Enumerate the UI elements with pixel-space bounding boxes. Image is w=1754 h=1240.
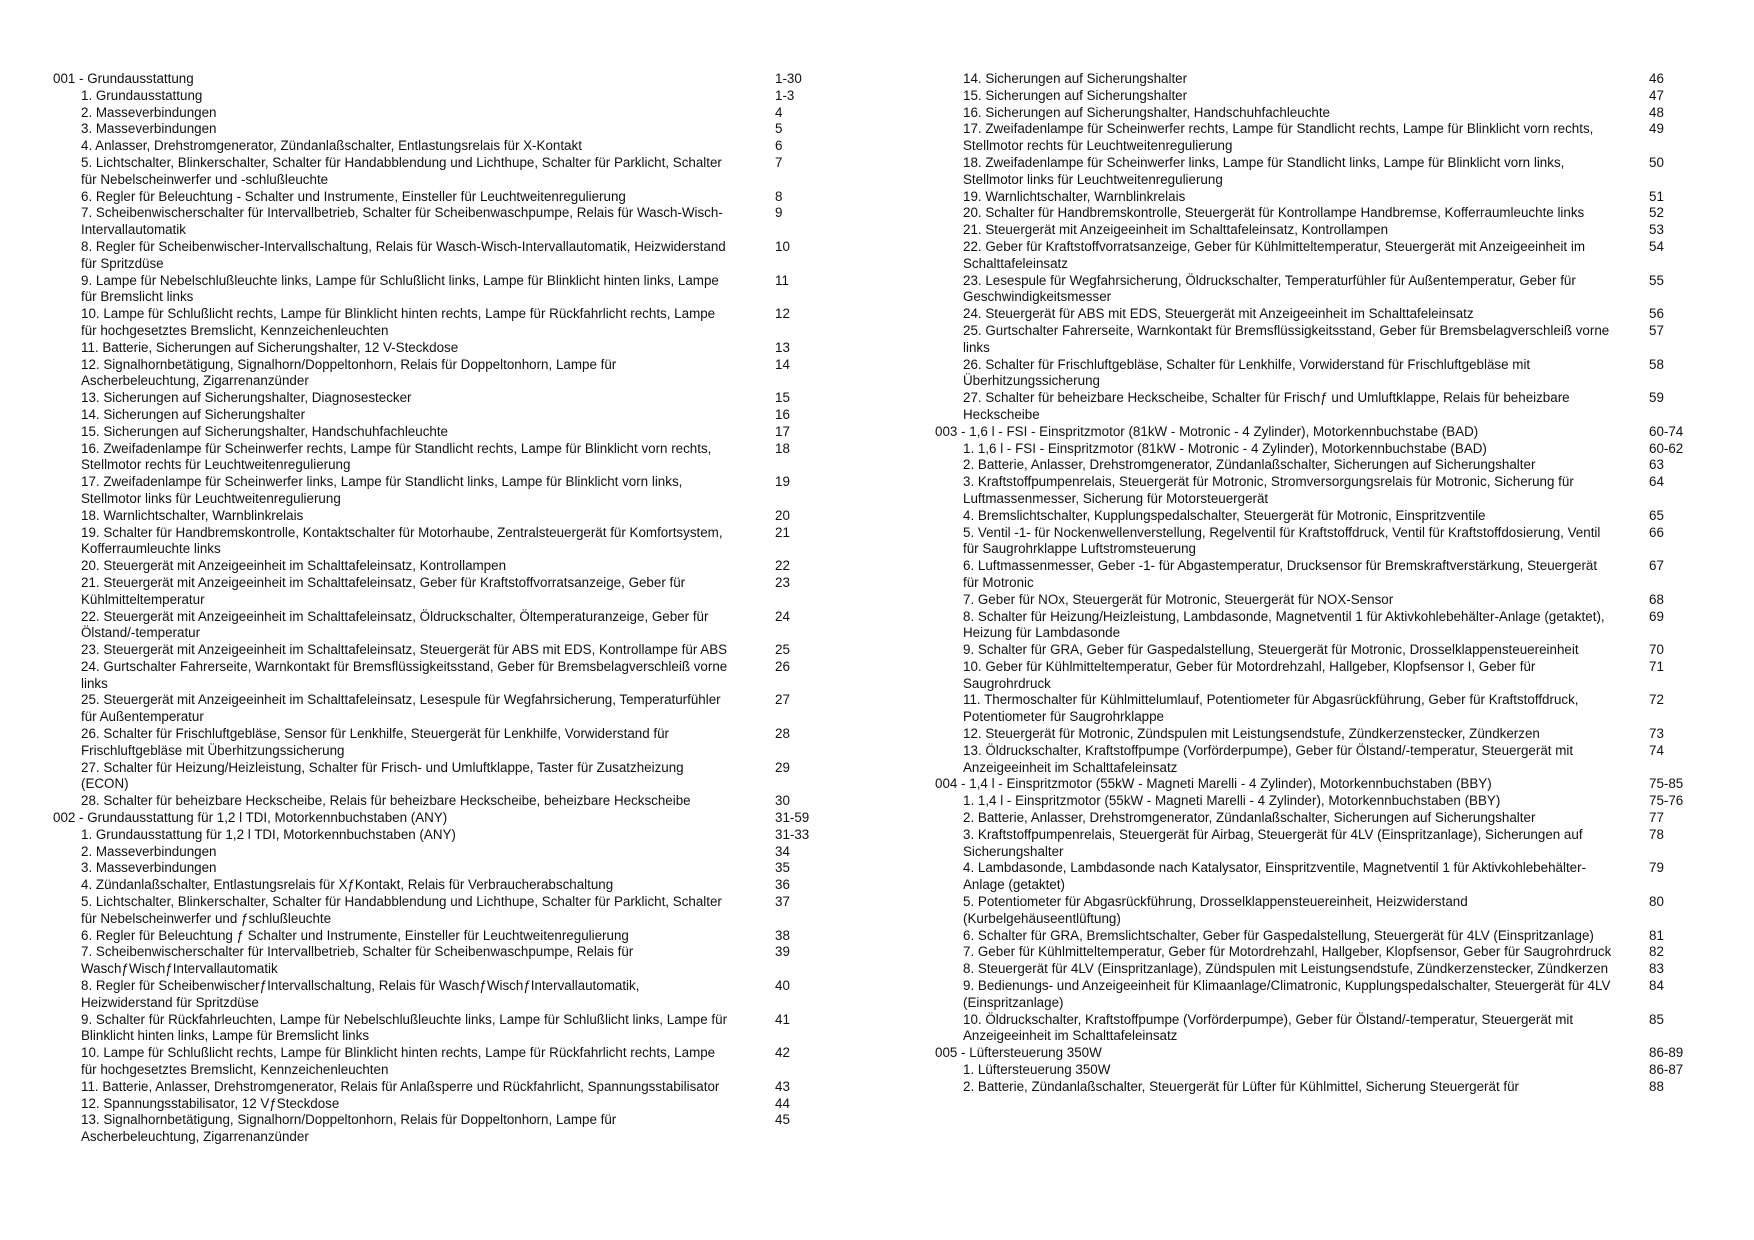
- toc-entry-pages: 45: [775, 1112, 790, 1128]
- toc-entry-title: 21. Steuergerät mit Anzeigeeinheit im Schalttafeleinsatz, Kontrollampen: [963, 222, 1389, 238]
- toc-entry-title: 22. Steuergerät mit Anzeigeeinheit im Schalttafeleinsatz, Öldruckschalter, Öltemperaturanzeige, Geber für Ölstand/-temperatur: [81, 608, 709, 641]
- toc-entry: [53, 1096, 833, 1113]
- toc-entry: [935, 357, 1700, 391]
- toc-entry: [935, 71, 1700, 88]
- toc-entry-pages: 9: [775, 205, 783, 221]
- toc-entry-title: 14. Sicherungen auf Sicherungshalter: [81, 406, 306, 422]
- toc-entry: [53, 474, 833, 508]
- toc-entry: [53, 306, 833, 340]
- toc-entry: [53, 441, 833, 475]
- toc-entry-pages: 54: [1649, 238, 1664, 254]
- toc-entry: [935, 441, 1700, 458]
- toc-entry-title: 7. Scheibenwischerschalter für Intervallbetrieb, Schalter für Scheibenwaschpumpe, Relais für WaschƒWischƒIntervallautomatik: [81, 944, 634, 977]
- toc-entry: [935, 860, 1700, 894]
- toc-entry-pages: 31-59: [775, 810, 810, 826]
- toc-entry-pages: 38: [775, 927, 790, 943]
- toc-entry-pages: 57: [1649, 322, 1664, 338]
- toc-entry: [935, 323, 1700, 357]
- toc-entry: [53, 205, 833, 239]
- toc-entry: [935, 222, 1700, 239]
- toc-entry: [935, 978, 1700, 1012]
- toc-entry-pages: 82: [1649, 944, 1664, 960]
- toc-entry-title: 5. Lichtschalter, Blinkerschalter, Schalter für Handabblendung und Lichthupe, Schalter für Parklicht, Schalter für Nebelscheinwerfer und -schlußleuchte: [81, 154, 722, 187]
- toc-entry: [935, 944, 1700, 961]
- toc-entry: [935, 205, 1700, 222]
- toc-entry: [53, 894, 833, 928]
- toc-entry-title: 005 - Lüftersteuerung 350W: [935, 1045, 1102, 1061]
- toc-entry: [935, 105, 1700, 122]
- toc-entry-title: 7. Geber für Kühlmitteltemperatur, Geber für Motordrehzahl, Hallgeber, Klopfsensor, Geber für Saugrohrdruck: [963, 944, 1612, 960]
- toc-entry: [53, 88, 833, 105]
- toc-entry: [53, 558, 833, 575]
- toc-entry-pages: 70: [1649, 642, 1664, 658]
- toc-entry-pages: 43: [775, 1078, 790, 1094]
- toc-entry-pages: 16: [775, 406, 790, 422]
- toc-entry-pages: 12: [775, 306, 790, 322]
- toc-entry: [935, 810, 1700, 827]
- toc-entry-title: 004 - 1,4 l - Einspritzmotor (55kW - Magneti Marelli - 4 Zylinder), Motorkennbuchstaben (BBY): [935, 776, 1492, 792]
- toc-section: [935, 1045, 1700, 1062]
- toc-entry-title: 7. Geber für NOx, Steuergerät für Motronic, Steuergerät für NOX-Sensor: [963, 591, 1394, 607]
- toc-entry-title: 13. Öldruckschalter, Kraftstoffpumpe (Vorförderpumpe), Geber für Ölstand/-temperatur, Steuergerät mit Anzeigeeinheit im Schalttafeleinsatz: [963, 742, 1574, 775]
- toc-entry-title: 4. Lambdasonde, Lambdasonde nach Katalysator, Einspritzventile, Magnetventil 1 für Aktivkohlebehälter-Anlage (getaktet): [963, 860, 1587, 893]
- toc-entry: [53, 760, 833, 794]
- toc-entry: [935, 525, 1700, 559]
- toc-entry-pages: 80: [1649, 894, 1664, 910]
- toc-entry-pages: 1-30: [775, 71, 802, 86]
- toc-entry: [53, 659, 833, 693]
- toc-entry: [935, 508, 1700, 525]
- toc-entry-title: 9. Bedienungs- und Anzeigeeinheit für Klimaanlage/Climatronic, Kupplungspedalschalter, Steuergerät für 4LV (Einspritzanlage): [963, 978, 1611, 1010]
- toc-entry-pages: 86-89: [1649, 1045, 1684, 1061]
- toc-entry: [53, 155, 833, 189]
- toc-entry: [53, 978, 833, 1012]
- toc-entry-pages: 42: [775, 1045, 790, 1061]
- toc-entry-pages: 56: [1649, 306, 1664, 322]
- toc-entry-title: 24. Gurtschalter Fahrerseite, Warnkontakt für Bremsflüssigkeitsstand, Geber für Bremsbelagverschleiß vorne links: [81, 658, 728, 691]
- toc-entry-pages: 84: [1649, 978, 1664, 994]
- toc-entry-pages: 35: [775, 860, 790, 876]
- toc-entry: [935, 592, 1700, 609]
- toc-entry-title: 6. Schalter für GRA, Bremslichtschalter, Geber für Gaspedalstellung, Steuergerät für 4LV (Einspritzanlage): [963, 927, 1594, 943]
- toc-entry-title: 24. Steuergerät für ABS mit EDS, Steuergerät mit Anzeigeeinheit im Schalttafeleinsatz: [963, 306, 1474, 322]
- toc-entry-pages: 34: [775, 843, 790, 859]
- toc-entry: [53, 525, 833, 559]
- toc-entry-title: 11. Thermoschalter für Kühlmittelumlauf, Potentiometer für Abgasrückführung, Geber für Kraftstoffdruck, Potentiometer für Saugrohrklappe: [963, 692, 1579, 725]
- toc-entry-pages: 69: [1649, 608, 1664, 624]
- toc-entry-title: 4. Anlasser, Drehstromgenerator, Zündanlaßschalter, Entlastungsrelais für X-Kontakt: [81, 138, 582, 154]
- toc-entry-pages: 5: [775, 121, 783, 137]
- toc-entry-pages: 4: [775, 104, 783, 120]
- toc-entry-title: 10. Lampe für Schlußlicht rechts, Lampe für Blinklicht hinten rechts, Lampe für Rückfahrlicht rechts, Lampe für hochgesetztes Bremslicht, Kennzeichenleuchten: [81, 306, 716, 338]
- toc-entry-title: 13. Sicherungen auf Sicherungshalter, Diagnosestecker: [81, 390, 412, 406]
- toc-entry-pages: 10: [775, 238, 790, 254]
- toc-entry-pages: 59: [1649, 390, 1664, 406]
- toc-entry: [53, 1112, 833, 1146]
- toc-entry-pages: 73: [1649, 726, 1664, 742]
- toc-entry-title: 6. Luftmassenmesser, Geber -1- für Abgastemperatur, Drucksensor für Bremskraftverstärkung, Steuergerät für Motronic: [963, 558, 1598, 590]
- toc-entry: [53, 609, 833, 643]
- toc-entry-pages: 88: [1649, 1078, 1664, 1094]
- toc-entry-pages: 20: [775, 507, 790, 523]
- toc-entry: [935, 827, 1700, 861]
- toc-entry-title: 14. Sicherungen auf Sicherungshalter: [963, 71, 1188, 86]
- toc-entry: [53, 105, 833, 122]
- toc-entry: [53, 642, 833, 659]
- toc-entry: [935, 558, 1700, 592]
- toc-right-column: [935, 71, 1700, 1096]
- toc-entry-title: 1. Grundausstattung: [81, 87, 203, 103]
- toc-entry: [53, 928, 833, 945]
- toc-entry: [53, 390, 833, 407]
- toc-section: [53, 71, 833, 88]
- toc-entry-pages: 31-33: [775, 826, 810, 842]
- toc-entry-pages: 18: [775, 440, 790, 456]
- toc-entry-title: 19. Schalter für Handbremskontrolle, Kontaktschalter für Motorhaube, Zentralsteuergerät für Komfortsystem, Kofferraumleuchte links: [81, 524, 723, 557]
- toc-entry-pages: 52: [1649, 205, 1664, 221]
- toc-entry: [935, 928, 1700, 945]
- toc-entry-title: 10. Geber für Kühlmitteltemperatur, Geber für Motordrehzahl, Hallgeber, Klopfsensor I, Geber für Saugrohrdruck: [963, 658, 1536, 691]
- toc-entry-title: 12. Spannungsstabilisator, 12 VƒSteckdose: [81, 1095, 340, 1111]
- toc-entry-title: 3. Masseverbindungen: [81, 121, 217, 137]
- toc-entry: [935, 189, 1700, 206]
- toc-entry-pages: 36: [775, 877, 790, 893]
- toc-entry-title: 6. Regler für Beleuchtung ƒ Schalter und Instrumente, Einsteller für Leuchtweitenregulierung: [81, 927, 629, 943]
- toc-entry-pages: 30: [775, 793, 790, 809]
- toc-entry-pages: 81: [1649, 927, 1664, 943]
- toc-entry-pages: 86-87: [1649, 1062, 1684, 1078]
- toc-section: [935, 424, 1700, 441]
- toc-entry-pages: 67: [1649, 558, 1664, 574]
- toc-entry: [935, 121, 1700, 155]
- toc-entry: [53, 138, 833, 155]
- toc-entry-pages: 74: [1649, 742, 1664, 758]
- toc-entry-title: 17. Zweifadenlampe für Scheinwerfer rechts, Lampe für Standlicht rechts, Lampe für Blinklicht vorn rechts, Stellmotor rechts für Leuchtweitenregulierung: [963, 121, 1594, 154]
- toc-entry-pages: 29: [775, 759, 790, 775]
- toc-entry: [53, 239, 833, 273]
- toc-entry: [935, 894, 1700, 928]
- toc-entry-title: 3. Kraftstoffpumpenrelais, Steuergerät für Motronic, Stromversorgungsrelais für Motronic, Sicherung für Luftmassenmesser, Sicherung für Motorsteuergerät: [963, 474, 1574, 506]
- toc-entry: [935, 1012, 1700, 1046]
- toc-entry-title: 5. Lichtschalter, Blinkerschalter, Schalter für Handabblendung und Lichthupe, Schalter für Parklicht, Schalter für Nebelscheinwerfer und ƒschlußleuchte: [81, 894, 722, 926]
- toc-entry: [935, 155, 1700, 189]
- toc-entry: [53, 357, 833, 391]
- toc-entry-pages: 46: [1649, 71, 1664, 86]
- toc-entry-pages: 19: [775, 474, 790, 490]
- toc-entry-title: 12. Signalhornbetätigung, Signalhorn/Doppeltonhorn, Relais für Doppeltonhorn, Lampe für Ascherbeleuchtung, Zigarrenanzünder: [81, 356, 617, 389]
- toc-entry-title: 20. Schalter für Handbremskontrolle, Steuergerät für Kontrollampe Handbremse, Kofferraumleuchte links: [963, 205, 1585, 221]
- toc-entry: [53, 424, 833, 441]
- toc-entry-pages: 65: [1649, 507, 1664, 523]
- toc-entry: [53, 1079, 833, 1096]
- toc-section: [53, 810, 833, 827]
- toc-entry: [53, 340, 833, 357]
- toc-entry-title: 002 - Grundausstattung für 1,2 l TDI, Motorkennbuchstaben (ANY): [53, 810, 448, 826]
- toc-entry-pages: 49: [1649, 121, 1664, 137]
- toc-entry-title: 28. Schalter für beheizbare Heckscheibe, Relais für beheizbare Heckscheibe, beheizbare Heckscheibe: [81, 793, 691, 809]
- toc-entry-pages: 78: [1649, 826, 1664, 842]
- toc-entry-pages: 37: [775, 894, 790, 910]
- toc-entry-title: 10. Öldruckschalter, Kraftstoffpumpe (Vorförderpumpe), Geber für Ölstand/-temperatur, Steuergerät mit Anzeigeeinheit im Schalttafeleinsatz: [963, 1011, 1574, 1044]
- toc-entry-title: 18. Warnlichtschalter, Warnblinkrelais: [81, 507, 304, 523]
- toc-entry-title: 26. Schalter für Frischluftgebläse, Schalter für Lenkhilfe, Vorwiderstand für Frischluftgebläse mit Überhitzungssicherung: [963, 356, 1531, 389]
- toc-entry: [53, 508, 833, 525]
- toc-entry: [53, 273, 833, 307]
- toc-entry-pages: 66: [1649, 524, 1664, 540]
- toc-entry-title: 8. Schalter für Heizung/Heizleistung, Lambdasonde, Magnetventil 1 für Aktivkohlebehälter-Anlage (getaktet), Heizung für Lambdasonde: [963, 608, 1605, 641]
- toc-entry-pages: 7: [775, 154, 783, 170]
- toc-entry: [935, 609, 1700, 643]
- toc-entry-title: 25. Steuergerät mit Anzeigeeinheit im Schalttafeleinsatz, Lesespule für Wegfahrsicherung, Temperaturfühler für Außentemperatur: [81, 692, 721, 725]
- toc-entry-title: 16. Zweifadenlampe für Scheinwerfer rechts, Lampe für Standlicht rechts, Lampe für Blinklicht vorn rechts, Stellmotor rechts für Leuchtweitenregulierung: [81, 440, 712, 473]
- toc-entry: [935, 239, 1700, 273]
- toc-entry-title: 18. Zweifadenlampe für Scheinwerfer links, Lampe für Standlicht links, Lampe für Blinklicht vorn links, Stellmotor links für Leuchtweitenregulierung: [963, 154, 1565, 187]
- toc-entry-title: 9. Schalter für Rückfahrleuchten, Lampe für Nebelschlußleuchte links, Lampe für Schlußlicht links, Lampe für Blinklicht hinten links, Lampe für Bremslicht links: [81, 1011, 728, 1044]
- toc-entry-title: 2. Batterie, Zündanlaßschalter, Steuergerät für Lüfter für Kühlmittel, Sicherung Steuergerät für: [963, 1078, 1520, 1094]
- toc-entry-pages: 26: [775, 658, 790, 674]
- toc-entry-title: 003 - 1,6 l - FSI - Einspritzmotor (81kW - Motronic - 4 Zylinder), Motorkennbuchstabe (BAD): [935, 423, 1479, 439]
- toc-entry: [53, 827, 833, 844]
- toc-left-column: [53, 71, 833, 1146]
- toc-entry-title: 26. Schalter für Frischluftgebläse, Sensor für Lenkhilfe, Steuergerät für Lenkhilfe, Vorwiderstand für Frischluftgebläse mit Überhitzungssicherung: [81, 726, 670, 758]
- toc-entry-pages: 47: [1649, 87, 1664, 103]
- toc-entry-pages: 39: [775, 944, 790, 960]
- toc-entry-pages: 58: [1649, 356, 1664, 372]
- toc-entry-pages: 50: [1649, 154, 1664, 170]
- toc-entry-pages: 13: [775, 339, 790, 355]
- toc-entry-title: 12. Steuergerät für Motronic, Zündspulen mit Leistungsendstufe, Zündkerzenstecker, Zündkerzen: [963, 726, 1540, 742]
- toc-entry-pages: 22: [775, 558, 790, 574]
- toc-entry-title: 15. Sicherungen auf Sicherungshalter: [963, 87, 1188, 103]
- toc-entry-pages: 60-62: [1649, 440, 1684, 456]
- toc-entry-title: 9. Schalter für GRA, Geber für Gaspedalstellung, Steuergerät für Motronic, Drosselklappensteuereinheit: [963, 642, 1579, 658]
- toc-entry: [53, 189, 833, 206]
- toc-entry: [53, 877, 833, 894]
- toc-entry-pages: 79: [1649, 860, 1664, 876]
- toc-entry-pages: 11: [775, 272, 789, 288]
- toc-entry-pages: 72: [1649, 692, 1664, 708]
- toc-entry: [53, 860, 833, 877]
- toc-entry: [935, 793, 1700, 810]
- toc-entry: [935, 1079, 1700, 1096]
- toc-entry-pages: 41: [775, 1011, 790, 1027]
- toc-entry: [935, 273, 1700, 307]
- toc-entry-title: 2. Masseverbindungen: [81, 104, 217, 120]
- toc-entry: [53, 1045, 833, 1079]
- toc-entry-title: 27. Schalter für beheizbare Heckscheibe, Schalter für Frischƒ und Umluftklappe, Relais für beheizbare Heckscheibe: [963, 390, 1570, 422]
- toc-entry-pages: 6: [775, 138, 783, 154]
- toc-entry-title: 2. Masseverbindungen: [81, 843, 217, 859]
- toc-entry-pages: 48: [1649, 104, 1664, 120]
- toc-entry-title: 17. Zweifadenlampe für Scheinwerfer links, Lampe für Standlicht links, Lampe für Blinklicht vorn links, Stellmotor links für Leuchtweitenregulierung: [81, 474, 683, 506]
- toc-entry-pages: 44: [775, 1095, 790, 1111]
- toc-entry-pages: 85: [1649, 1011, 1664, 1027]
- toc-entry-title: 23. Steuergerät mit Anzeigeeinheit im Schalttafeleinsatz, Steuergerät für ABS mit EDS, Kontrollampe für ABS: [81, 642, 728, 658]
- toc-entry-title: 8. Steuergerät für 4LV (Einspritzanlage), Zündspulen mit Leistungsendstufe, Zündkerzenstecker, Zündkerzen: [963, 961, 1609, 977]
- toc-entry-title: 27. Schalter für Heizung/Heizleistung, Schalter für Frisch- und Umluftklappe, Taster für Zusatzheizung (ECON): [81, 759, 684, 792]
- toc-entry-pages: 68: [1649, 591, 1664, 607]
- toc-entry-pages: 28: [775, 726, 790, 742]
- toc-entry: [935, 692, 1700, 726]
- toc-entry-title: 2. Batterie, Anlasser, Drehstromgenerator, Zündanlaßschalter, Sicherungen auf Sicherungshalter: [963, 810, 1536, 826]
- toc-entry-pages: 75-76: [1649, 793, 1684, 809]
- toc-entry-pages: 1-3: [775, 87, 795, 103]
- toc-entry-pages: 23: [775, 574, 790, 590]
- toc-entry-title: 2. Batterie, Anlasser, Drehstromgenerator, Zündanlaßschalter, Sicherungen auf Sicherungshalter: [963, 457, 1536, 473]
- toc-entry-pages: 60-74: [1649, 423, 1684, 439]
- toc-entry-title: 8. Regler für ScheibenwischerƒIntervallschaltung, Relais für WaschƒWischƒIntervallautomatik, Heizwiderstand für Spritzdüse: [81, 978, 640, 1010]
- toc-entry-pages: 27: [775, 692, 790, 708]
- toc-entry: [53, 407, 833, 424]
- toc-entry-title: 5. Potentiometer für Abgasrückführung, Drosselklappensteuereinheit, Heizwiderstand (Kurbelgehäuseentlüftung): [963, 894, 1468, 926]
- toc-entry: [53, 575, 833, 609]
- toc-entry-pages: 40: [775, 978, 790, 994]
- toc-entry-title: 1. 1,6 l - FSI - Einspritzmotor (81kW - Motronic - 4 Zylinder), Motorkennbuchstabe (BAD): [963, 440, 1487, 456]
- toc-entry-pages: 71: [1649, 658, 1664, 674]
- toc-entry: [935, 457, 1700, 474]
- toc-entry: [53, 121, 833, 138]
- toc-entry-pages: 63: [1649, 457, 1664, 473]
- toc-entry-pages: 77: [1649, 810, 1664, 826]
- toc-entry-pages: 64: [1649, 474, 1664, 490]
- toc-entry: [935, 306, 1700, 323]
- toc-entry-title: 10. Lampe für Schlußlicht rechts, Lampe für Blinklicht hinten rechts, Lampe für Rückfahrlicht rechts, Lampe für hochgesetztes Bremslicht, Kennzeichenleuchten: [81, 1045, 716, 1078]
- toc-entry-title: 9. Lampe für Nebelschlußleuchte links, Lampe für Schlußlicht links, Lampe für Blinklicht hinten links, Lampe für Bremslicht links: [81, 272, 719, 305]
- toc-entry-title: 7. Scheibenwischerschalter für Intervallbetrieb, Schalter für Scheibenwaschpumpe, Relais für Wasch-Wisch-Intervallautomatik: [81, 205, 723, 238]
- toc-entry-title: 4. Zündanlaßschalter, Entlastungsrelais für XƒKontakt, Relais für Verbraucherabschaltung: [81, 877, 614, 893]
- toc-entry-pages: 83: [1649, 961, 1664, 977]
- toc-entry: [53, 793, 833, 810]
- toc-entry: [935, 642, 1700, 659]
- toc-entry-title: 20. Steuergerät mit Anzeigeeinheit im Schalttafeleinsatz, Kontrollampen: [81, 558, 507, 574]
- toc-entry-pages: 8: [775, 188, 783, 204]
- toc-entry-pages: 15: [775, 390, 790, 406]
- toc-entry-title: 3. Kraftstoffpumpenrelais, Steuergerät für Airbag, Steuergerät für 4LV (Einspritzanlage), Sicherungen auf Sicherungshalter: [963, 826, 1583, 859]
- toc-entry: [935, 1062, 1700, 1079]
- toc-entry-pages: 55: [1649, 272, 1664, 288]
- toc-entry: [53, 1012, 833, 1046]
- toc-entry: [935, 659, 1700, 693]
- toc-entry-title: 11. Batterie, Anlasser, Drehstromgenerator, Relais für Anlaßsperre und Rückfahrlicht, Spannungsstabilisator: [81, 1078, 720, 1094]
- toc-entry-title: 13. Signalhornbetätigung, Signalhorn/Doppeltonhorn, Relais für Doppeltonhorn, Lampe für Ascherbeleuchtung, Zigarrenanzünder: [81, 1112, 617, 1145]
- toc-entry-pages: 53: [1649, 222, 1664, 238]
- toc-entry-title: 22. Geber für Kraftstoffvorratsanzeige, Geber für Kühlmitteltemperatur, Steuergerät mit Anzeigeeinheit im Schalttafeleinsatz: [963, 238, 1585, 271]
- toc-entry-pages: 75-85: [1649, 776, 1684, 792]
- toc-entry-title: 15. Sicherungen auf Sicherungshalter, Handschuhfachleuchte: [81, 423, 449, 439]
- toc-entry-pages: 17: [775, 423, 790, 439]
- toc-entry-title: 25. Gurtschalter Fahrerseite, Warnkontakt für Bremsflüssigkeitsstand, Geber für Bremsbelagverschleiß vorne links: [963, 322, 1610, 355]
- toc-entry-title: 16. Sicherungen auf Sicherungshalter, Handschuhfachleuchte: [963, 104, 1331, 120]
- toc-section: [935, 776, 1700, 793]
- toc-entry-title: 21. Steuergerät mit Anzeigeeinheit im Schalttafeleinsatz, Geber für Kraftstoffvorratsanzeige, Geber für Kühlmitteltemperatur: [81, 574, 686, 607]
- toc-entry: [935, 743, 1700, 777]
- toc-entry-title: 3. Masseverbindungen: [81, 860, 217, 876]
- toc-entry-pages: 21: [775, 524, 790, 540]
- toc-entry: [935, 961, 1700, 978]
- toc-entry-title: 8. Regler für Scheibenwischer-Intervallschaltung, Relais für Wasch-Wisch-Intervallautomatik, Heizwiderstand für Spritzdüse: [81, 238, 726, 271]
- toc-entry-title: 1. 1,4 l - Einspritzmotor (55kW - Magneti Marelli - 4 Zylinder), Motorkennbuchstaben (BBY): [963, 793, 1501, 809]
- toc-entry: [53, 844, 833, 861]
- toc-entry-pages: 25: [775, 642, 790, 658]
- toc-entry: [935, 726, 1700, 743]
- toc-entry-title: 23. Lesespule für Wegfahrsicherung, Öldruckschalter, Temperaturfühler für Außentemperatur, Geber für Geschwindigkeitsmesser: [963, 272, 1576, 305]
- toc-entry-title: 19. Warnlichtschalter, Warnblinkrelais: [963, 188, 1186, 204]
- toc-entry-title: 4. Bremslichtschalter, Kupplungspedalschalter, Steuergerät für Motronic, Einspritzventile: [963, 507, 1486, 523]
- toc-entry-title: 1. Grundausstattung für 1,2 l TDI, Motorkennbuchstaben (ANY): [81, 826, 456, 842]
- toc-entry-title: 6. Regler für Beleuchtung - Schalter und Instrumente, Einsteller für Leuchtweitenregulierung: [81, 188, 626, 204]
- toc-entry-title: 1. Lüftersteuerung 350W: [963, 1062, 1111, 1078]
- toc-entry-pages: 14: [775, 356, 790, 372]
- toc-entry: [935, 474, 1700, 508]
- toc-entry-title: 5. Ventil -1- für Nockenwellenverstellung, Regelventil für Kraftstoffdruck, Ventil für Kraftstoffdosierung, Ventil für Saugrohrklappe Luftstromsteuerung: [963, 524, 1601, 557]
- toc-entry: [935, 88, 1700, 105]
- toc-entry: [53, 944, 833, 978]
- toc-entry-title: 11. Batterie, Sicherungen auf Sicherungshalter, 12 V-Steckdose: [81, 339, 459, 355]
- toc-entry-title: 001 - Grundausstattung: [53, 71, 194, 86]
- toc-entry: [935, 390, 1700, 424]
- toc-entry-pages: 51: [1649, 188, 1664, 204]
- toc-entry: [53, 726, 833, 760]
- toc-entry-pages: 24: [775, 608, 790, 624]
- toc-entry: [53, 692, 833, 726]
